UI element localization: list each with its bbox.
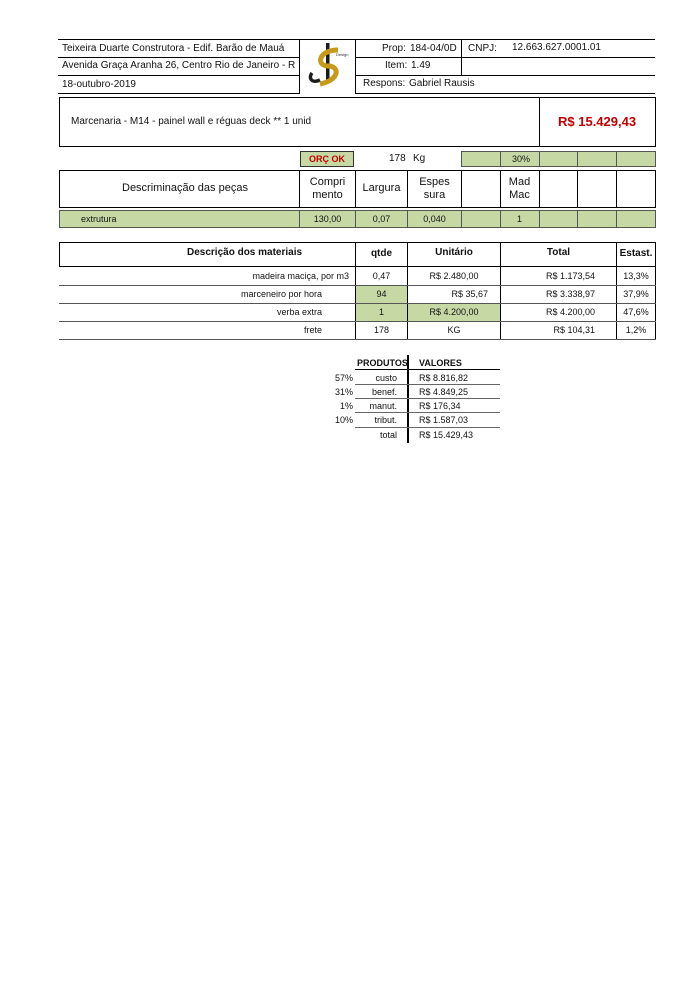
products-header-produtos: PRODUTOS — [357, 358, 408, 368]
product-value: R$ 8.816,82 — [419, 373, 469, 383]
piece-espessura: 0,040 — [423, 214, 446, 224]
item-value: 1.49 — [411, 60, 431, 71]
pieces-header-espes-2: sura — [423, 189, 446, 201]
material-qtde: 178 — [373, 325, 390, 335]
materials-header-total: Total — [546, 247, 571, 258]
company-name: Teixeira Duarte Construtora - Edif. Barão de Mauá — [62, 43, 285, 54]
logo-text: Design — [336, 52, 349, 57]
cnpj-value: 12.663.627.0001.01 — [512, 42, 601, 53]
material-total: R$ 1.173,54 — [545, 271, 595, 281]
material-unit: KG — [447, 325, 461, 335]
product-value: R$ 176,34 — [419, 401, 461, 411]
piece-name: extrutura — [81, 214, 117, 224]
material-descr: madeira maciça, por m3 — [252, 271, 349, 281]
pieces-header-descr: Descriminação das peças — [122, 182, 248, 194]
material-qtde: 1 — [378, 307, 384, 317]
pieces-header-largura: Largura — [362, 182, 401, 194]
product-label: total — [379, 430, 397, 440]
product-label: tribut. — [374, 415, 397, 425]
piece-comprimento: 130,00 — [313, 214, 342, 224]
pieces-header-espes-1: Espes — [419, 176, 450, 188]
material-total: R$ 104,31 — [553, 325, 595, 335]
material-unit: R$ 35,67 — [451, 289, 488, 299]
material-total: R$ 3.338,97 — [545, 289, 595, 299]
summary-box — [59, 97, 656, 147]
materials-header-estast: Estast. — [619, 248, 653, 259]
material-descr: frete — [303, 325, 322, 335]
material-qtde: 94 — [376, 289, 387, 299]
piece-mad: 1 — [516, 214, 522, 224]
percent-value: 30% — [512, 154, 531, 164]
respons-label: Respons: — [363, 78, 406, 89]
pieces-header-mad-2: Mac — [509, 189, 530, 201]
material-descr: marceneiro por hora — [240, 289, 322, 299]
product-value: R$ 1.587,03 — [419, 415, 469, 425]
product-label: benef. — [371, 387, 397, 397]
weight-value: 178 — [389, 153, 406, 164]
product-pct: 1% — [339, 401, 353, 411]
orc-ok-badge: ORÇ OK — [309, 154, 345, 164]
piece-largura: 0,07 — [372, 214, 391, 224]
product-pct: 10% — [334, 415, 353, 425]
item-label: Item: — [385, 60, 408, 71]
company-address: Avenida Graça Aranha 26, Centro Rio de Janeiro - R — [62, 60, 296, 71]
product-label: custo — [375, 373, 397, 383]
summary-total: R$ 15.429,43 — [558, 114, 637, 129]
material-pct: 47,6% — [623, 307, 649, 317]
material-pct: 13,3% — [623, 271, 649, 281]
company-logo — [302, 40, 354, 92]
pieces-header-compri-2: mento — [312, 189, 343, 201]
product-value: R$ 4.849,25 — [419, 387, 469, 397]
material-pct: 37,9% — [623, 289, 649, 299]
materials-header-qtde: qtde — [370, 248, 393, 259]
materials-header-unitario: Unitário — [435, 247, 473, 258]
product-value: R$ 15.429,43 — [419, 430, 474, 440]
material-qtde: 0,47 — [372, 271, 391, 281]
material-pct: 1,2% — [625, 325, 647, 335]
prop-label: Prop: — [382, 43, 406, 54]
material-total: R$ 4.200,00 — [545, 307, 595, 317]
material-unit: R$ 4.200,00 — [429, 307, 479, 317]
product-label: manut. — [369, 401, 397, 411]
materials-header-descr: Descrição dos materiais — [187, 247, 303, 258]
pieces-header-mad-1: Mad — [508, 176, 531, 188]
products-header-valores: VALORES — [419, 358, 462, 368]
product-pct: 57% — [334, 373, 353, 383]
material-descr: verba extra — [276, 307, 322, 317]
respons-value: Gabriel Rausis — [409, 78, 475, 89]
product-pct: 31% — [334, 387, 353, 397]
document-date: 18-outubro-2019 — [62, 79, 136, 90]
cnpj-label: CNPJ: — [468, 43, 497, 54]
summary-description: Marcenaria - M14 - painel wall e réguas deck ** 1 unid — [71, 116, 312, 127]
weight-unit: Kg — [413, 153, 426, 164]
material-unit: R$ 2.480,00 — [429, 271, 479, 281]
pieces-header-compri-1: Compri — [309, 176, 346, 188]
prop-value: 184-04/0D — [410, 43, 457, 54]
